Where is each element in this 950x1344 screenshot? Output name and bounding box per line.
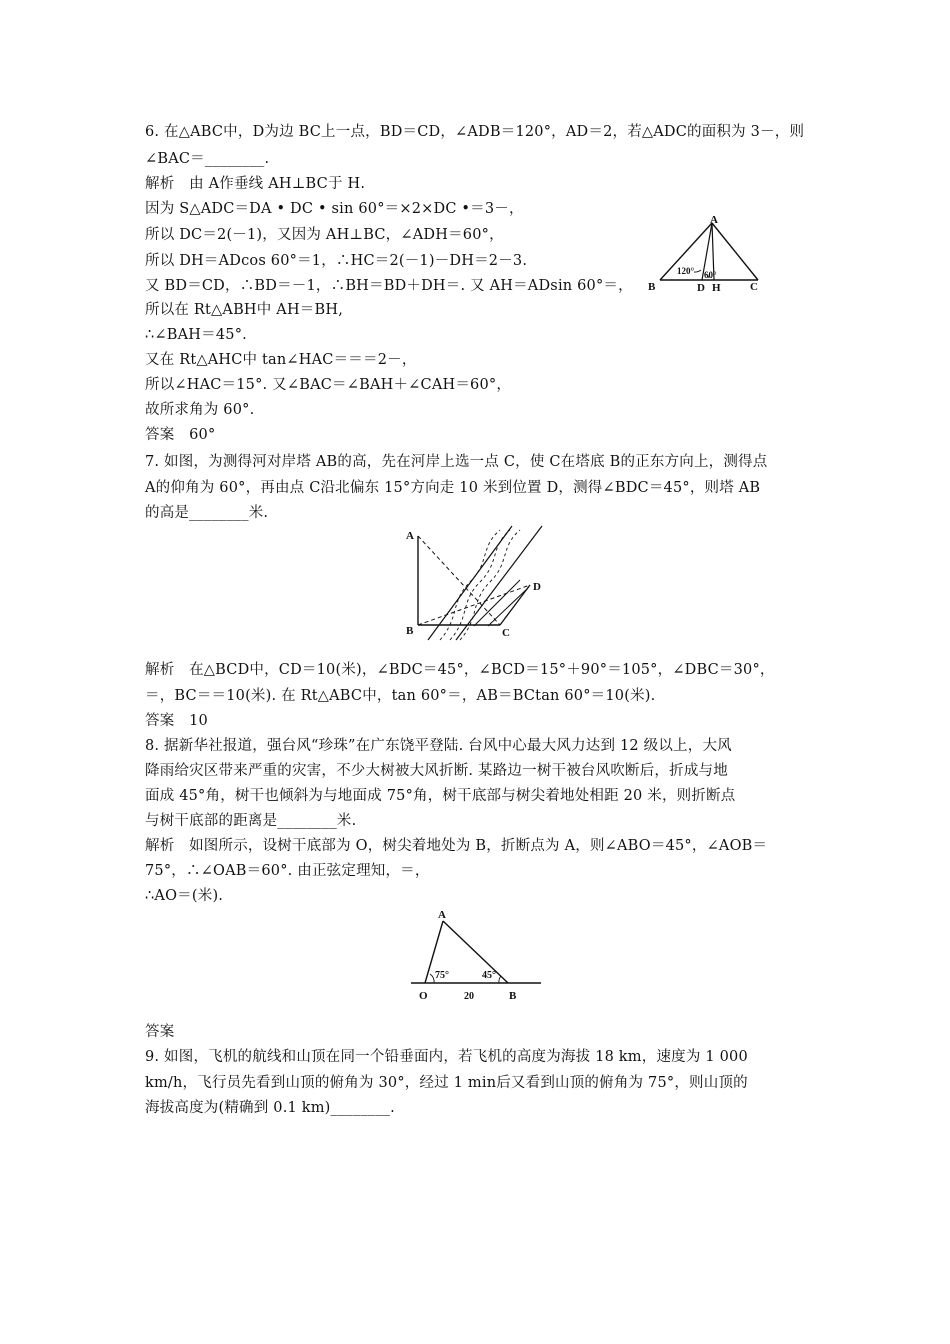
q8-solution-line-1: 解析 如图所示，设树干底部为 O，树尖着地处为 B，折断点为 A，则∠ABO＝45°，∠AOB＝ xyxy=(145,838,768,854)
q9-stem-line-3: 海拔高度为(精确到 0.1 km)________. xyxy=(145,1100,395,1116)
q6-answer: 答案 60° xyxy=(145,427,216,443)
fig6-angle-60: 60° xyxy=(704,270,717,280)
q7-stem-line-3: 的高是________米. xyxy=(145,505,269,521)
q8-stem-line-4: 与树干底部的距离是________米. xyxy=(145,813,357,829)
q6-solution-line-10: 故所求角为 60°. xyxy=(145,402,255,418)
q8-answer: 答案 xyxy=(145,1024,175,1040)
q8-solution-line-3: ∴AO＝(米). xyxy=(145,888,224,904)
q7-answer: 答案 10 xyxy=(145,713,208,729)
q8-stem-line-3: 面成 45°角，树干也倾斜为与地面成 75°角，树干底部与树尖着地处相距 20 米，则折断点 xyxy=(145,788,736,804)
fig6-label-b: B xyxy=(648,281,656,293)
q7-solution-line-2: ＝，BC＝＝10(米). 在 Rt△ABC中，tan 60°＝，AB＝BCtan 60°＝10(米). xyxy=(145,688,656,704)
fig6-label-d: D xyxy=(697,282,705,294)
q6-solution-line-4: 所以 DH＝ADcos 60°＝1，∴HC＝2(－1)－DH＝2－3. xyxy=(145,253,528,269)
q8-stem-line-2: 降雨给灾区带来严重的灾害，不少大树被大风折断. 某路边一树干被台风吹断后，折成与地 xyxy=(145,763,728,779)
q8-broken-tree-figure xyxy=(405,908,545,1016)
q6-stem-line-2: ∠BAC＝________. xyxy=(145,151,270,167)
q6-solution-line-1: 解析 由 A作垂线 AH⊥BC于 H. xyxy=(145,176,366,192)
q7-stem-line-1: 7. 如图，为测得河对岸塔 AB的高，先在河岸上选一点 C，使 C在塔底 B的正东方向上，测得点 xyxy=(145,454,768,470)
fig8-angle-75: 75° xyxy=(435,970,449,981)
q7-river-tower-figure xyxy=(400,522,555,647)
q6-solution-line-5: 又 BD＝CD，∴BD＝－1，∴BH＝BD＋DH＝. 又 AH＝ADsin 60°＝， xyxy=(145,278,633,294)
fig8-label-o: O xyxy=(419,990,428,1002)
q6-solution-line-6: 所以在 Rt△ABH中 AH＝BH, xyxy=(145,302,344,318)
q6-solution-line-9: 所以∠HAC＝15°. 又∠BAC＝∠BAH＋∠CAH＝60°， xyxy=(145,377,512,393)
q6-stem-line-1: 6. 在△ABC中，D为边 BC上一点，BD＝CD，∠ADB＝120°，AD＝2，若△ADC的面积为 3－，则 xyxy=(145,124,805,140)
q7-stem-line-2: A的仰角为 60°，再由点 C沿北偏东 15°方向走 10 米到位置 D，测得∠BDC＝45°，则塔 AB xyxy=(145,480,761,496)
fig6-label-h: H xyxy=(712,282,721,294)
fig7-label-c: C xyxy=(502,627,510,639)
fig8-angle-45: 45° xyxy=(482,970,496,981)
fig7-label-a: A xyxy=(406,530,414,542)
q6-triangle-figure xyxy=(640,212,770,294)
fig6-label-c: C xyxy=(750,281,758,293)
q9-stem-line-1: 9. 如图，飞机的航线和山顶在同一个铅垂面内，若飞机的高度为海拔 18 km，速度为 1 000 xyxy=(145,1049,748,1065)
q8-solution-line-2: 75°，∴∠OAB＝60°. 由正弦定理知，＝， xyxy=(145,863,430,879)
q6-solution-line-8: 又在 Rt△AHC中 tan∠HAC＝＝＝2－， xyxy=(145,352,417,368)
fig6-label-a: A xyxy=(710,214,718,226)
fig7-label-b: B xyxy=(406,625,414,637)
q6-solution-line-3: 所以 DC＝2(－1)，又因为 AH⊥BC，∠ADH＝60°， xyxy=(145,227,504,243)
q8-stem-line-1: 8. 据新华社报道，强台风“珍珠”在广东饶平登陆. 台风中心最大风力达到 12 级以上，大风 xyxy=(145,738,732,754)
fig8-distance-20: 20 xyxy=(464,991,474,1002)
q9-stem-line-2: km/h，飞行员先看到山顶的俯角为 30°，经过 1 min后又看到山顶的俯角为 75°，则山顶的 xyxy=(145,1075,748,1091)
fig7-label-d: D xyxy=(533,581,541,593)
q6-solution-line-7: ∴∠BAH＝45°. xyxy=(145,327,247,343)
fig8-label-a: A xyxy=(438,909,446,921)
q6-solution-line-2: 因为 S△ADC＝DA • DC • sin 60°＝×2×DC •＝3－， xyxy=(145,201,524,217)
fig6-angle-120: 120° xyxy=(677,266,695,276)
fig8-label-b: B xyxy=(509,990,517,1002)
q7-solution-line-1: 解析 在△BCD中，CD＝10(米)，∠BDC＝45°，∠BCD＝15°＋90°＝105°，∠DBC＝30°， xyxy=(145,662,775,678)
